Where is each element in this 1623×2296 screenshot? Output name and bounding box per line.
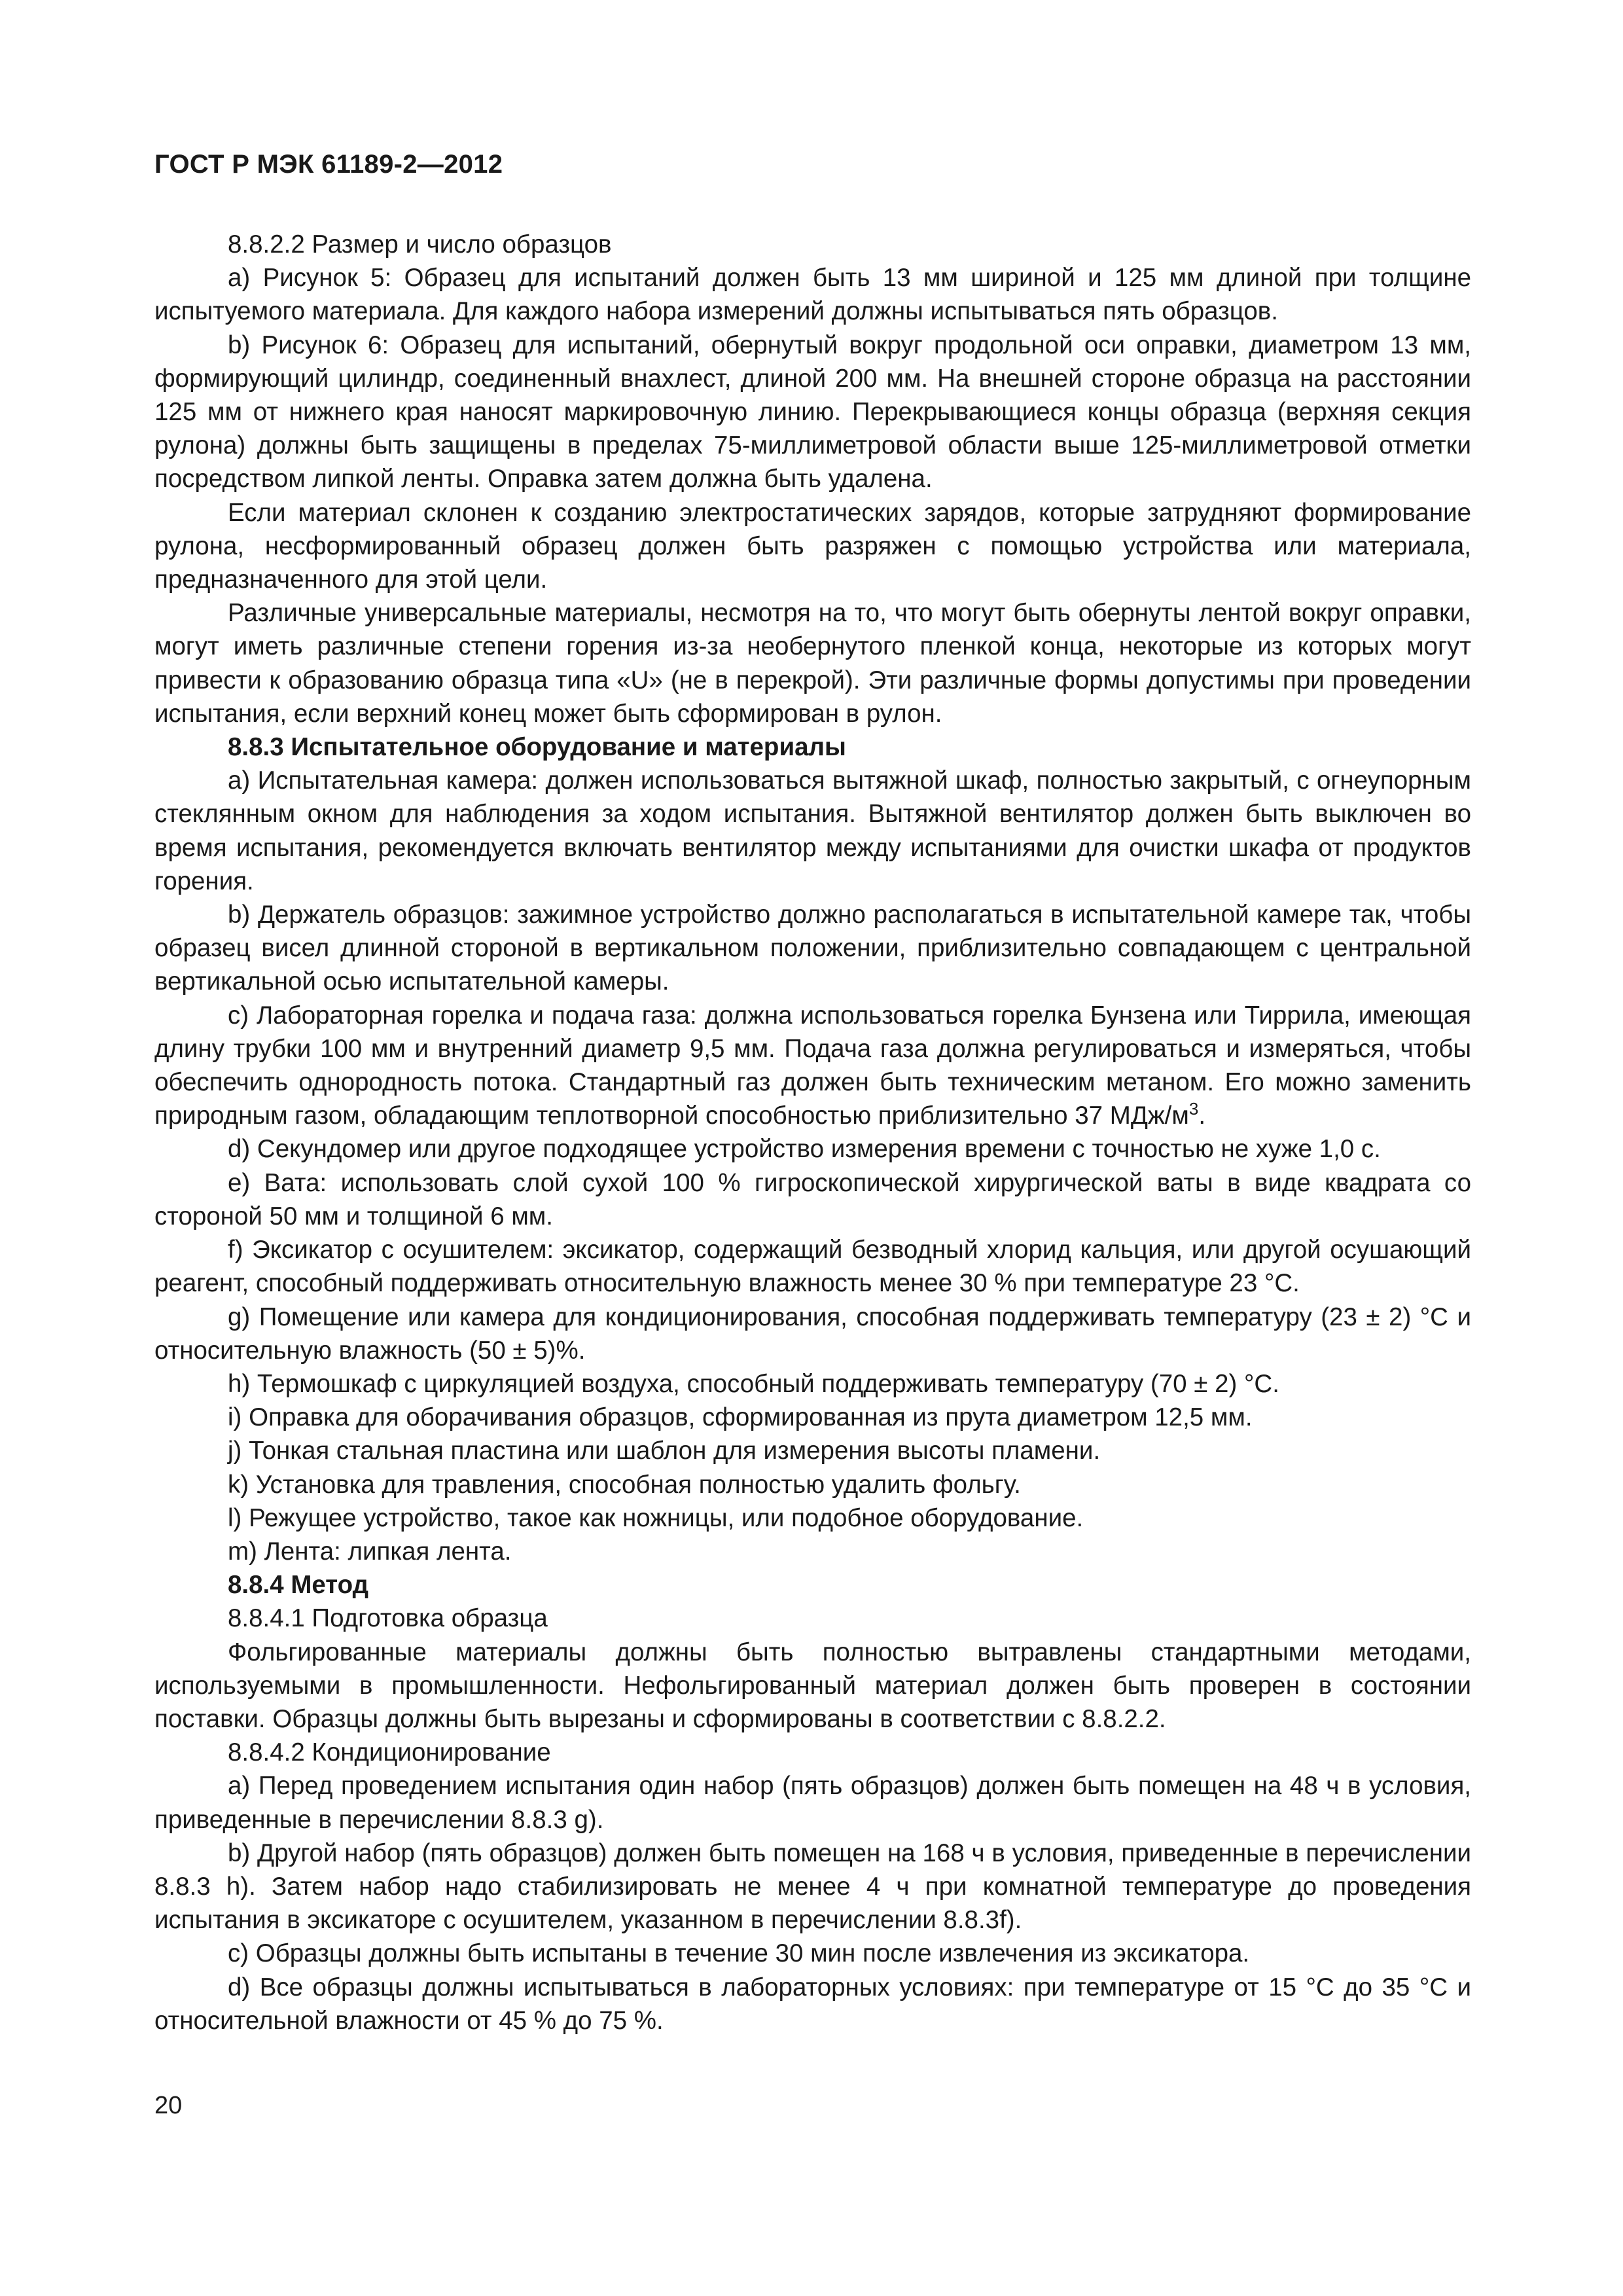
paragraph: f) Эксикатор с осушителем: эксикатор, содержащий безводный хлорид кальция, или другой осушающий реагент, способный поддерживать относительную влажность менее 30 % при температуре 23 °C.	[154, 1236, 1471, 1298]
paragraph: e) Вата: использовать слой сухой 100 % гигроскопической хирургической ваты в виде квадрата со стороной 50 мм и толщиной 6 мм.	[154, 1168, 1471, 1230]
paragraph: g) Помещение или камера для кондиционирования, способная поддерживать температуру (23 ± 2) °C и относительную влажность (50 ± 5)%.	[154, 1302, 1471, 1365]
paragraph: a) Испытательная камера: должен использоваться вытяжной шкаф, полностью закрытый, с огнеупорным стеклянным окном для наблюдения за ходом испытания. Вытяжной вентилятор должен быть выключен во время испытания, рекомендуется включать вентилятор между испытаниями для очистки шкафа от продуктов горения.	[154, 766, 1471, 895]
paragraph: a) Перед проведением испытания один набор (пять образцов) должен быть помещен на 48 ч в условия, приведенные в перечислении 8.8.3 g).	[154, 1772, 1471, 1834]
paragraph: Фольгированные материалы должны быть полностью вытравлены стандартными методами, используемыми в промышленности. Нефольгированный материал должен быть проверен в состоянии поставки. Образцы должны быть вырезаны и сформированы в соответствии с 8.8.2.2.	[154, 1638, 1471, 1733]
paragraph: h) Термошкаф с циркуляцией воздуха, способный поддерживать температуру (70 ± 2) °C.	[228, 1369, 1279, 1398]
paragraph: 8.8.4.1 Подготовка образца	[228, 1604, 548, 1633]
paragraph: m) Лента: липкая лента.	[228, 1537, 512, 1566]
standard-header: ГОСТ Р МЭК 61189-2—2012	[154, 150, 503, 179]
section-heading: 8.8.4 Метод	[228, 1571, 369, 1600]
paragraph: c) Лабораторная горелка и подача газа: должна использоваться горелка Бунзена или Тиррила, имеющая длину трубки 100 мм и внутренний диаметр 9,5 мм. Подача газа должна регулироваться и измеряться, чтобы обеспечить однородность потока. Стандартный газ должен быть техническим метаном. Его можно заменить природным газом, обладающим теплотворной способностью приблизительно 37 МДж/$м^3$.	[154, 1001, 1471, 1130]
paragraph: i) Оправка для оборачивания образцов, сформированная из прута диаметром 12,5 мм.	[228, 1403, 1253, 1432]
paragraph: b) Держатель образцов: зажимное устройство должно располагаться в испытательной камере так, чтобы образец висел длинной стороной в вертикальном положении, приблизительно совпадающем с центральной вертикальной осью испытательной камеры.	[154, 901, 1471, 996]
section-heading: 8.8.3 Испытательное оборудование и материалы	[228, 733, 846, 762]
paragraph: k) Установка для травления, способная полностью удалить фольгу.	[228, 1470, 1021, 1499]
paragraph: d) Все образцы должны испытываться в лабораторных условиях: при температуре от 15 °C до 35 °C и относительной влажности от 45 % до 75 %.	[154, 1973, 1471, 2035]
paragraph: b) Рисунок 6: Образец для испытаний, обернутый вокруг продольной оси оправки, диаметром 13 мм, формирующий цилиндр, соединенный внахлест, длиной 200 мм. На внешней стороне образца на расстоянии 125 мм от нижнего края наносят маркировочную линию. Перекрывающиеся концы образца (верхняя секция рулона) должны быть защищены в пределах 75-миллиметровой области выше 125-миллиметровой отметки посредством липкой ленты. Оправка затем должна быть удалена.	[154, 331, 1471, 493]
paragraph: d) Секундомер или другое подходящее устройство измерения времени с точностью не хуже 1,0 с.	[228, 1135, 1381, 1164]
document-body	[154, 228, 1471, 2037]
paragraph: 8.8.2.2 Размер и число образцов	[228, 230, 612, 259]
paragraph: j) Тонкая стальная пластина или шаблон для измерения высоты пламени.	[228, 1437, 1101, 1465]
paragraph: c) Образцы должны быть испытаны в течение 30 мин после извлечения из эксикатора.	[228, 1939, 1250, 1968]
paragraph: 8.8.4.2 Кондиционирование	[228, 1738, 551, 1767]
page-number: 20	[154, 2092, 183, 2119]
paragraph: l) Режущее устройство, такое как ножницы, или подобное оборудование.	[228, 1503, 1084, 1532]
paragraph: Если материал склонен к созданию электростатических зарядов, которые затрудняют формирование рулона, несформированный образец должен быть разряжен с помощью устройства или материала, предназначенного для этой цели.	[154, 498, 1471, 594]
paragraph: a) Рисунок 5: Образец для испытаний должен быть 13 мм шириной и 125 мм длиной при толщине испытуемого материала. Для каждого набора измерений должны испытываться пять образцов.	[154, 264, 1471, 326]
superscript: 3	[1188, 1099, 1199, 1119]
paragraph: Различные универсальные материалы, несмотря на то, что могут быть обернуты лентой вокруг оправки, могут иметь различные степени горения из-за необернутого пленкой конца, некоторые из которых могут привести к образованию образца типа «U» (не в перекрой). Эти различные формы допустимы при проведении испытания, если верхний конец может быть сформирован в рулон.	[154, 599, 1471, 728]
paragraph: b) Другой набор (пять образцов) должен быть помещен на 168 ч в условия, приведенные в перечислении 8.8.3 h). Затем набор надо стабилизировать не менее 4 ч при комнатной температуре до проведения испытания в эксикаторе с осушителем, указанном в перечислении 8.8.3f).	[154, 1839, 1471, 1935]
